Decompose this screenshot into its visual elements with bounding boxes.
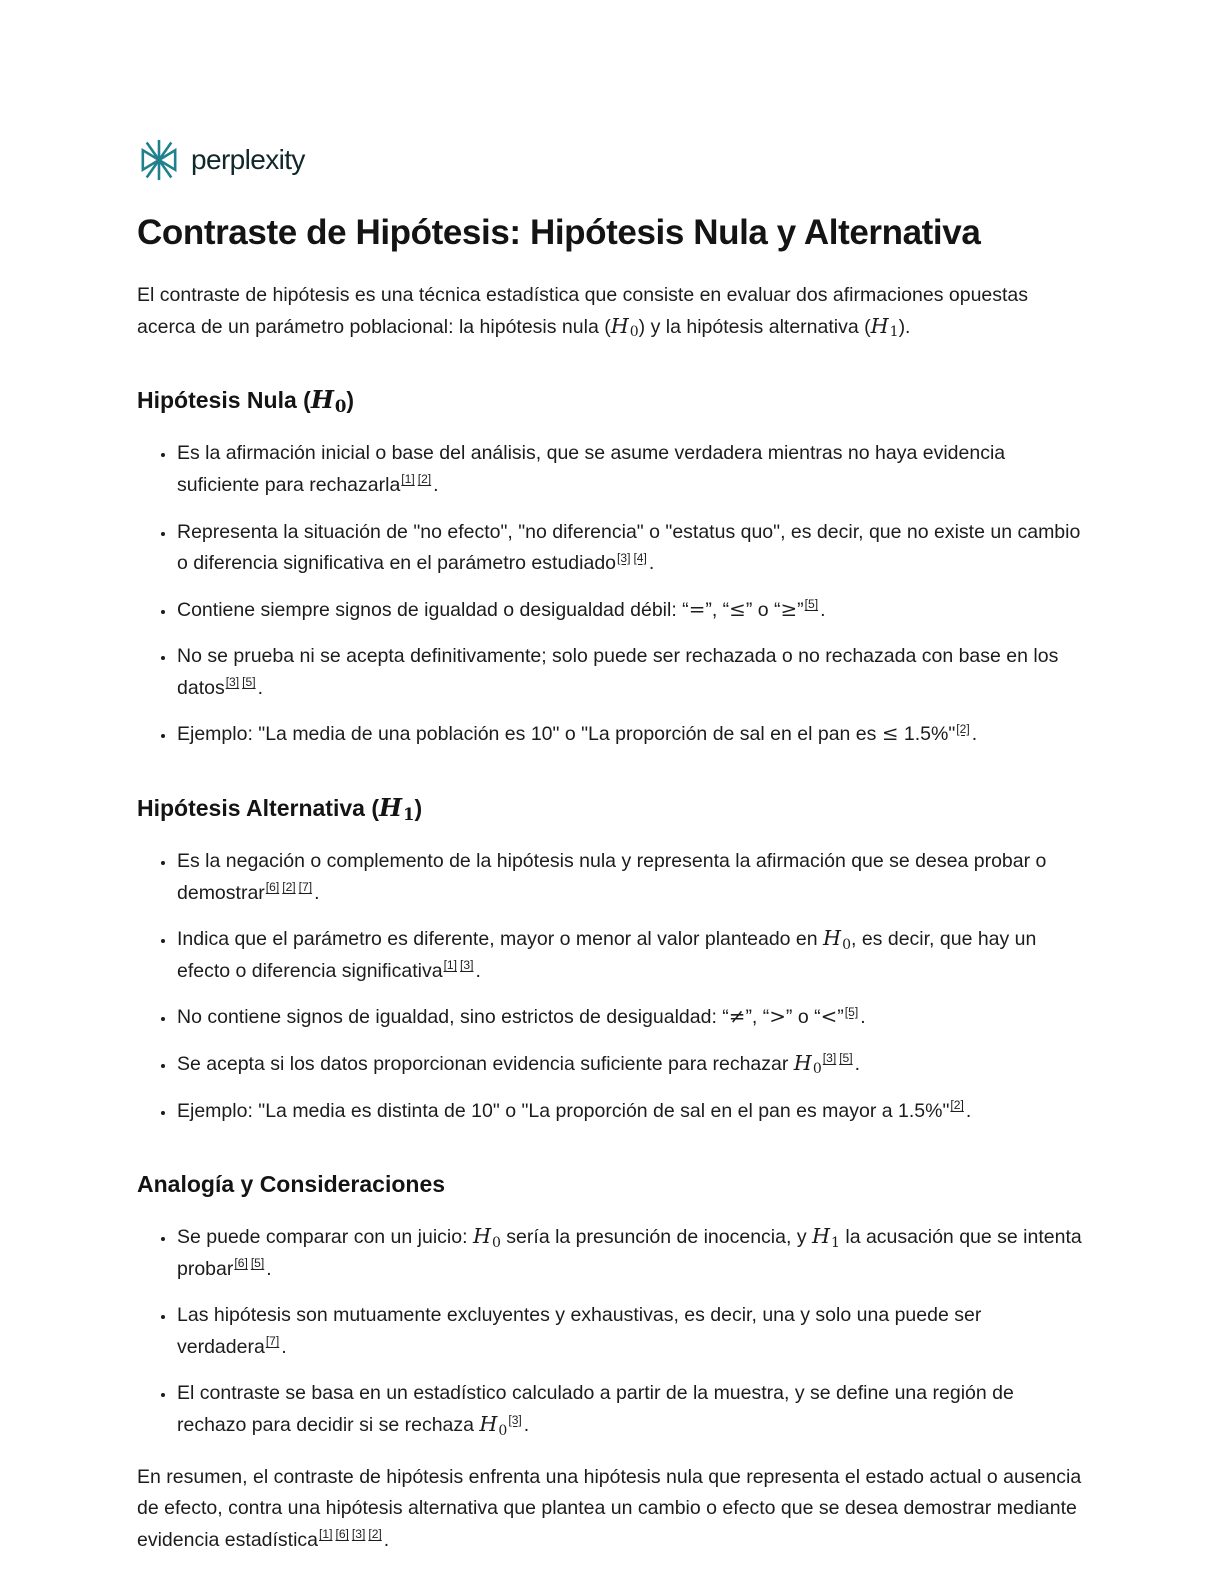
math-operator: <	[820, 1005, 838, 1029]
citation-link[interactable]: [5]	[839, 1051, 853, 1066]
page-title: Contraste de Hipótesis: Hipótesis Nula y Alternativa	[137, 213, 981, 252]
citation-link[interactable]: [1]	[319, 1527, 333, 1542]
math-symbol: $H_0$	[310, 385, 347, 417]
citation-link[interactable]: [3]	[225, 675, 240, 690]
section-analogia-y-consideraciones	[137, 1169, 1087, 1442]
section-hipotesis-alternativa	[137, 793, 1087, 1127]
citation-link[interactable]: [1]	[443, 958, 458, 973]
perplexity-wordmark: perplexity	[191, 144, 305, 175]
math-operator: =	[688, 597, 706, 621]
math-symbol: $H_0$	[610, 313, 639, 341]
citation-link[interactable]: [3]	[508, 1412, 522, 1427]
section-hipotesis-nula	[137, 385, 1087, 751]
perplexity-logo	[137, 138, 1087, 182]
math-symbol: $H_0$	[472, 1224, 501, 1251]
list-item: • Es la afirmación inicial o base del análisis, que se asume verdadera mientras no haya evidencia suficiente para rechazarla[1] [2] .	[176, 438, 1087, 501]
math-symbol: $H_1$	[812, 1224, 840, 1251]
citation-link[interactable]: [7]	[265, 1334, 280, 1349]
math-symbol: $H_0$	[823, 926, 851, 953]
citation-link[interactable]: [3]	[351, 1527, 366, 1542]
math-operator: ≥	[780, 597, 798, 621]
math-symbol: $H_0$	[793, 1050, 822, 1078]
bullet-list-analogia	[137, 1222, 1087, 1441]
list-item: • No contiene signos de igualdad, sino estrictos de desigualdad: “≠”, “>” o “<”[5] .	[176, 1002, 1087, 1034]
section-heading-hipotesis-nula: Hipótesis Nula $(H_0)$	[137, 385, 355, 417]
math-symbol: $H_1$	[378, 793, 415, 825]
math-operator: >	[769, 1005, 786, 1029]
list-item: • Es la negación o complemento de la hipótesis nula y representa la afirmación que se desea probar o demostrar[6] [2] [7] .	[176, 846, 1087, 909]
citation-link[interactable]: [5]	[250, 1256, 265, 1271]
citation-link[interactable]: [7]	[298, 880, 313, 895]
math-symbol: $H_0$	[479, 1412, 508, 1439]
math-operator: ≤	[729, 597, 746, 621]
math-operator: ≤	[881, 722, 899, 746]
math-operator: ≠	[728, 1005, 746, 1029]
list-item: • Se acepta si los datos proporcionan evidencia suficiente para rechazar $H_0[3]$ [5] .	[176, 1049, 1087, 1081]
citation-link[interactable]: [3]	[822, 1051, 837, 1066]
intro-paragraph: El contraste de hipótesis es una técnica estadística que consiste en evaluar dos afirmaciones opuestas acerca de un parámetro poblacional: la hipótesis nula $(H_0)$ y la hipótesis alternativa $(​H_1)$.	[137, 284, 1029, 341]
citation-link[interactable]: [2]	[950, 1098, 964, 1113]
bullet-list-hipotesis-nula	[137, 438, 1087, 751]
section-heading-analogia: Analogía y Consideraciones	[137, 1171, 446, 1198]
citation-link[interactable]: [6]	[234, 1256, 248, 1271]
citation-link[interactable]: [2]	[417, 472, 432, 487]
citation-link[interactable]: [2]	[956, 721, 970, 736]
citation-link[interactable]: [2]	[282, 880, 296, 895]
citation-link[interactable]: [1]	[401, 472, 415, 487]
list-item: • El contraste se basa en un estadístico calculado a partir de la muestra, y se define una región de rechazo para decidir si se rechaza $H_0[3]$ .	[176, 1378, 1087, 1441]
list-item: • Representa la situación de "no efecto", "no diferencia" o "estatus quo", es decir, que no existe un cambio o diferencia significativa en el parámetro estudiado[3] [4] .	[176, 517, 1087, 580]
list-item: • Indica que el parámetro es diferente, mayor o menor al valor planteado en $H_0$, es decir, que hay un efecto o diferencia significativa[1] [3] .	[176, 924, 1087, 987]
citation-link[interactable]: [6]	[265, 880, 280, 895]
list-item: • Se puede comparar con un juicio: $H_0$ sería la presunción de inocencia, y $H_1$ la acusación que se intenta probar[6] [5] .	[176, 1222, 1087, 1285]
list-item: • Las hipótesis son mutuamente excluyentes y exhaustivas, es decir, una y solo una puede ser verdadera[7] .	[176, 1300, 1087, 1363]
math-symbol: $H_1$	[870, 313, 899, 341]
citation-link[interactable]: [2]	[368, 1527, 382, 1542]
list-item: • Ejemplo: "La media de una población es 10" o "La proporción de sal en el pan es ≤ 1.5%"[2] .	[176, 719, 1087, 751]
citation-link[interactable]: [6]	[335, 1527, 349, 1542]
citation-link[interactable]: [3]	[617, 550, 631, 565]
citation-link[interactable]: [4]	[633, 550, 647, 565]
citation-link[interactable]: [5]	[844, 1004, 859, 1019]
perplexity-logo-icon	[137, 138, 181, 182]
bullet-list-hipotesis-alternativa	[137, 846, 1087, 1127]
list-item: • No se prueba ni se acepta definitivamente; solo puede ser rechazada o no rechazada con base en los datos[3] [5] .	[176, 641, 1087, 704]
list-item: • Contiene siempre signos de igualdad o desigualdad débil: “=”, “≤” o “≥”[5] .	[176, 595, 1087, 627]
citation-link[interactable]: [3]	[460, 958, 474, 973]
section-heading-hipotesis-alternativa: Hipótesis Alternativa $(H_1)$	[137, 793, 423, 825]
list-item: • Ejemplo: "La media es distinta de 10" o "La proporción de sal en el pan es mayor a 1.5%"[2] .	[176, 1096, 1087, 1128]
citation-link[interactable]: [5]	[242, 675, 256, 690]
summary-paragraph: En resumen, el contraste de hipótesis enfrenta una hipótesis nula que representa el estado actual o ausencia de efecto, contra una hipótesis alternativa que plantea un cambio o efecto que se desea demostrar mediante evidencia estadística[1] [6] [3] [2] .	[137, 1465, 1082, 1551]
citation-link[interactable]: [5]	[804, 597, 819, 612]
